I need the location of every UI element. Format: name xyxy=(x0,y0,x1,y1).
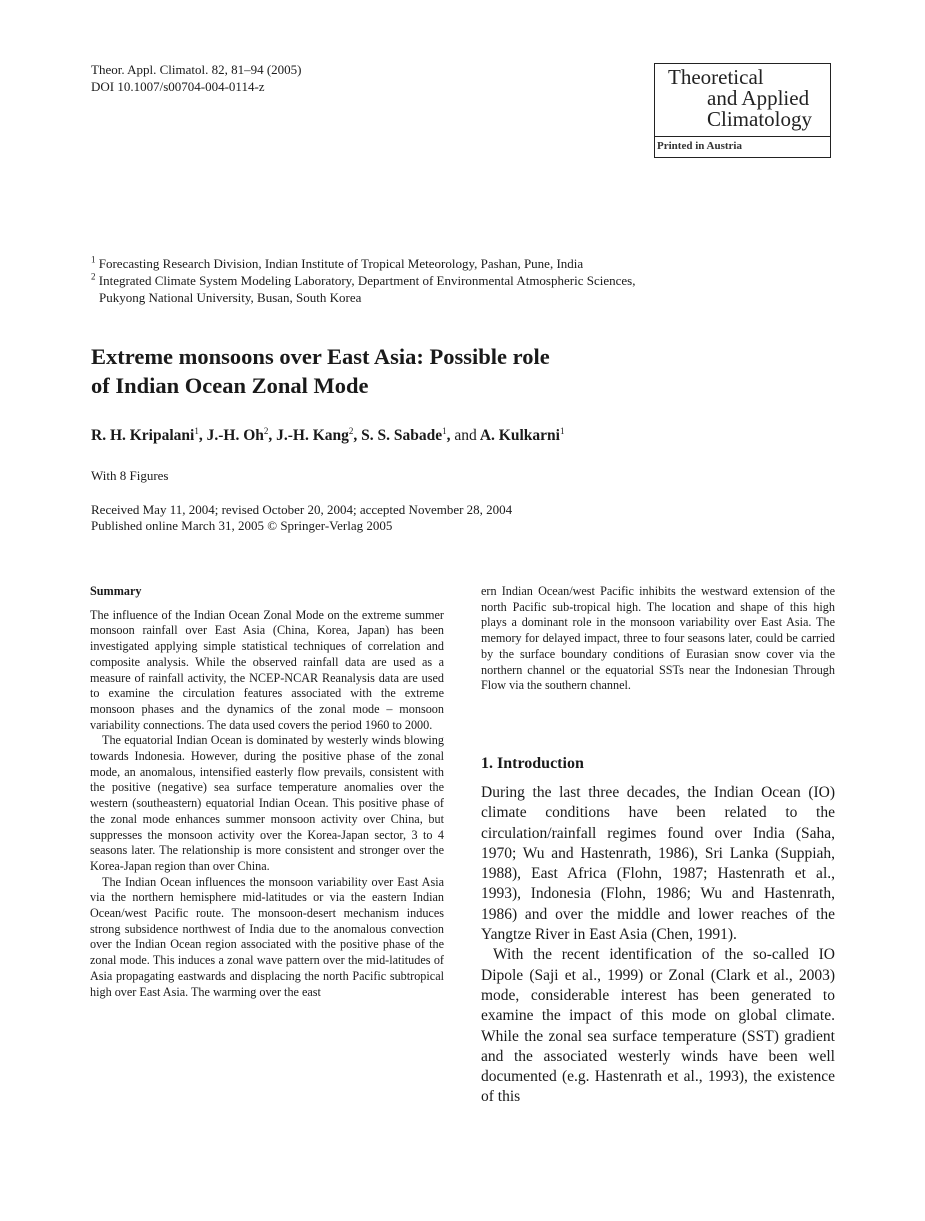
author-name: J.-H. Kang xyxy=(276,427,349,444)
journal-reference xyxy=(91,61,302,95)
figures-note: With 8 Figures xyxy=(91,468,169,483)
introduction-section xyxy=(481,783,835,1108)
journal-logo xyxy=(654,63,831,158)
affiliation-2 xyxy=(91,272,635,289)
author-affiliation-mark: 1 xyxy=(442,425,447,436)
summary-paragraph: The Indian Ocean influences the monsoon variability over East Asia via the northern hemisphere mid-latitudes or via the eastern Indian Ocean/west Pacific route. The monsoon-desert mechanism induces strong subsidence northwest of India due to the anomalous convection over the Indian Ocean region associated with the positive phase of the zonal mode. This induces a zonal wave pattern over the mid-latitudes of Asia propagating eastwards and displacing the north Pacific subtropical high over East Asia. The warming over the east xyxy=(90,874,444,999)
summary-paragraph: The influence of the Indian Ocean Zonal Mode on the extreme summer monsoon rainfall over East Asia (China, Korea, Japan) has been investigated applying simple statistical techniques of correlation and composite analysis. While the observed rainfall data are used as a measure of rainfall activity, the NCEP-NCAR Reanalysis data are used to examine the circulation features associated with the extreme monsoon phases and the dynamics of the zonal mode – monsoon variability connections. The data used covers the period 1960 to 2000. xyxy=(90,607,444,732)
title-line-1: Extreme monsoons over East Asia: Possible role xyxy=(91,344,550,369)
author-name: J.-H. Oh xyxy=(206,427,264,444)
title-line-2: of Indian Ocean Zonal Mode xyxy=(91,373,369,398)
journal-doi: DOI 10.1007/s00704-004-0114-z xyxy=(91,79,265,94)
author-name: S. S. Sabade xyxy=(361,427,443,444)
author-name: R. H. Kripalani xyxy=(91,427,195,444)
logo-divider xyxy=(655,136,830,137)
summary-section xyxy=(90,584,444,1000)
author-affiliation-mark: 1 xyxy=(559,425,565,436)
introduction-heading: 1. Introduction xyxy=(481,755,584,772)
introduction-paragraph: With the recent identification of the so-called IO Dipole (Saji et al., 1999) or Zonal (Clark et al., 2003) mode, considerable interest has been generated to examine the impact of this mode on global climate. While the zonal sea surface temperature (SST) gradient and the associated westerly winds have been well documented (e.g. Hastenrath et al., 1993), the existence of this xyxy=(481,946,835,1106)
author-affiliation-mark: 1 xyxy=(194,425,199,436)
journal-logo-title xyxy=(655,67,830,130)
publication-dates xyxy=(91,502,512,534)
summary-paragraph-continued: ern Indian Ocean/west Pacific inhibits the westward extension of the north Pacific sub-tropical high. The location and shape of this high plays a dominant role in the monsoon variability over East Asia. The memory for delayed impact, three to four seasons later, could be carried by the surface boundary conditions of Eurasian snow cover via the northern channel or the equatorial SSTs near the Indonesian Through Flow via the southern channel. xyxy=(481,584,835,693)
summary-heading: Summary xyxy=(90,584,142,598)
affiliation-2-text: Integrated Climate System Modeling Laboratory, Department of Environmental Atmospheric Sciences, xyxy=(98,273,636,288)
affiliation-1 xyxy=(91,255,635,272)
logo-line-2: and Applied xyxy=(707,86,810,110)
journal-citation: Theor. Appl. Climatol. 82, 81–94 (2005) xyxy=(91,62,302,77)
author-affiliation-mark: 2 xyxy=(263,425,269,436)
published-date: Published online March 31, 2005 © Springer-Verlag 2005 xyxy=(91,518,393,533)
introduction-paragraph: During the last three decades, the Indian Ocean (IO) climate conditions have been related to the circulation/rainfall regimes found over India (Saha, 1970; Wu and Hastenrath, 1986), Sri Lanka (Suppiah, 1988), East Africa (Flohn, 1987; Hastenrath et al., 1993), Indonesia (Flohn, 1986; Wu and Hastenrath, 1986) and over the middle and lower reaches of the Yangtze River in East Asia (Chen, 1991). xyxy=(481,784,835,944)
logo-line-1: Theoretical xyxy=(668,65,764,89)
logo-line-3: Climatology xyxy=(707,107,812,131)
affiliation-2-continued: Pukyong National University, Busan, South Korea xyxy=(99,290,362,305)
summary-paragraph: The equatorial Indian Ocean is dominated by westerly winds blowing towards Indonesia. However, during the positive phase of the zonal mode, an anomalous, intensified easterly flow prevails, consistent with the positive (negative) sea surface temperature anomalies over the western (southeastern) equatorial Indian Ocean. This positive phase of the zonal mode enhances summer monsoon activity over China, but suppresses the monsoon activity over the Korea-Japan sector, 3 to 4 seasons later. The relationship is more consistent and stronger over the Korea-Japan region than over China. xyxy=(90,733,444,873)
author-name: A. Kulkarni xyxy=(479,427,560,444)
affiliations xyxy=(91,255,635,306)
affiliation-1-text: Forecasting Research Division, Indian Institute of Tropical Meteorology, Pashan, Pune, India xyxy=(98,256,584,271)
received-dates: Received May 11, 2004; revised October 20, 2004; accepted November 28, 2004 xyxy=(91,502,513,517)
affiliation-2-number: 2 xyxy=(91,271,96,282)
author-conjunction: and xyxy=(454,427,477,444)
logo-printed-in: Printed in Austria xyxy=(657,140,742,152)
paper-title xyxy=(91,342,550,400)
author-affiliation-mark: 2 xyxy=(348,425,354,436)
author-list: R. H. Kripalani$^1$, J.-H. Oh$^2$, J.-H. Kang$^2$, S. S. Sabade$^1$, and A. Kulkarni$^1$ xyxy=(91,425,565,444)
affiliation-1-number: 1 xyxy=(91,254,96,265)
